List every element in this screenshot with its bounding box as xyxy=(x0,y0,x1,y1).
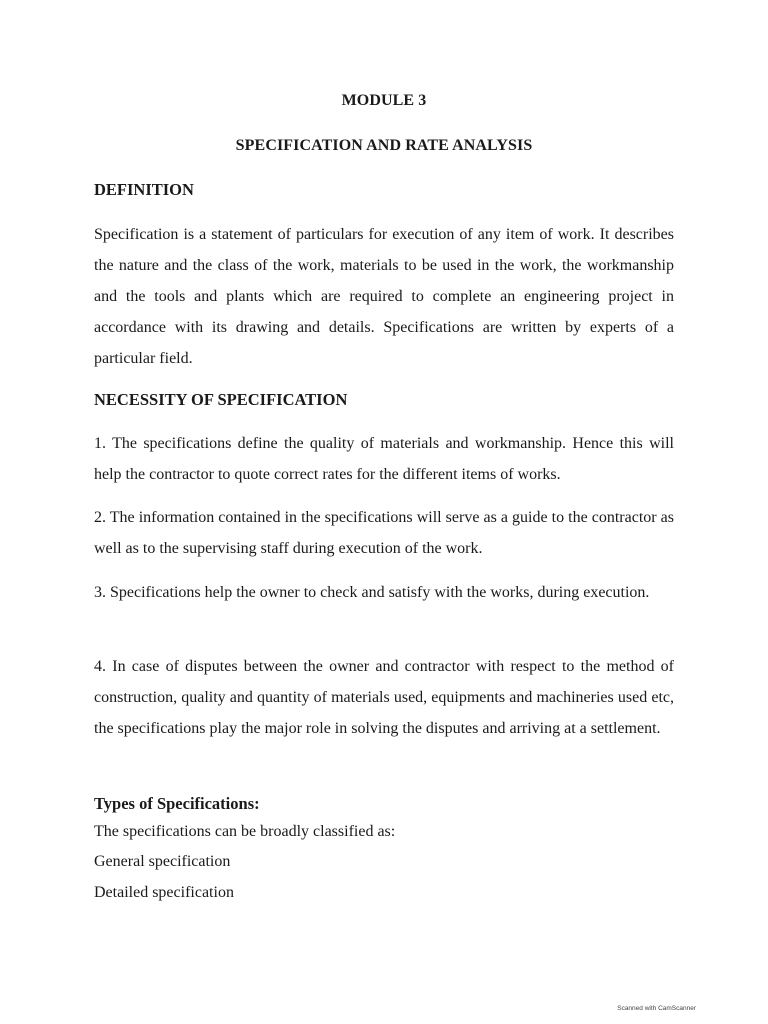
definition-heading: DEFINITION xyxy=(94,180,194,199)
necessity-point-2: 2. The information contained in the specifications will serve as a guide to the contractor as well as to the supervising staff during execution of the work. xyxy=(94,509,674,557)
scanner-watermark: Scanned with CamScanner xyxy=(617,1005,696,1012)
necessity-point-3: 3. Specifications help the owner to check and satisfy with the works, during execution. xyxy=(94,584,650,601)
types-heading: Types of Specifications: xyxy=(94,794,260,813)
necessity-heading: NECESSITY OF SPECIFICATION xyxy=(94,390,348,409)
necessity-point-4: 4. In case of disputes between the owner and contractor with respect to the method of construction, quality and quantity of materials used, equipments and machineries used etc, the specifications play the major role in solving the disputes and arriving at a settlement. xyxy=(94,658,674,737)
definition-paragraph: Specification is a statement of particulars for execution of any item of work. It describes the nature and the class of the work, materials to be used in the work, the workmanship and the tools and plants which are required to complete an engineering project in accordance with its drawing and details. Specifications are written by experts of a particular field. xyxy=(94,226,674,367)
types-item-detailed: Detailed specification xyxy=(94,884,234,901)
types-item-general: General specification xyxy=(94,853,231,870)
necessity-point-1: 1. The specifications define the quality of materials and workmanship. Hence this will help the contractor to quote correct rates for the different items of works. xyxy=(94,435,674,483)
types-intro: The specifications can be broadly classified as: xyxy=(94,823,396,840)
document-title: SPECIFICATION AND RATE ANALYSIS xyxy=(235,137,533,154)
module-title: MODULE 3 xyxy=(341,92,427,109)
